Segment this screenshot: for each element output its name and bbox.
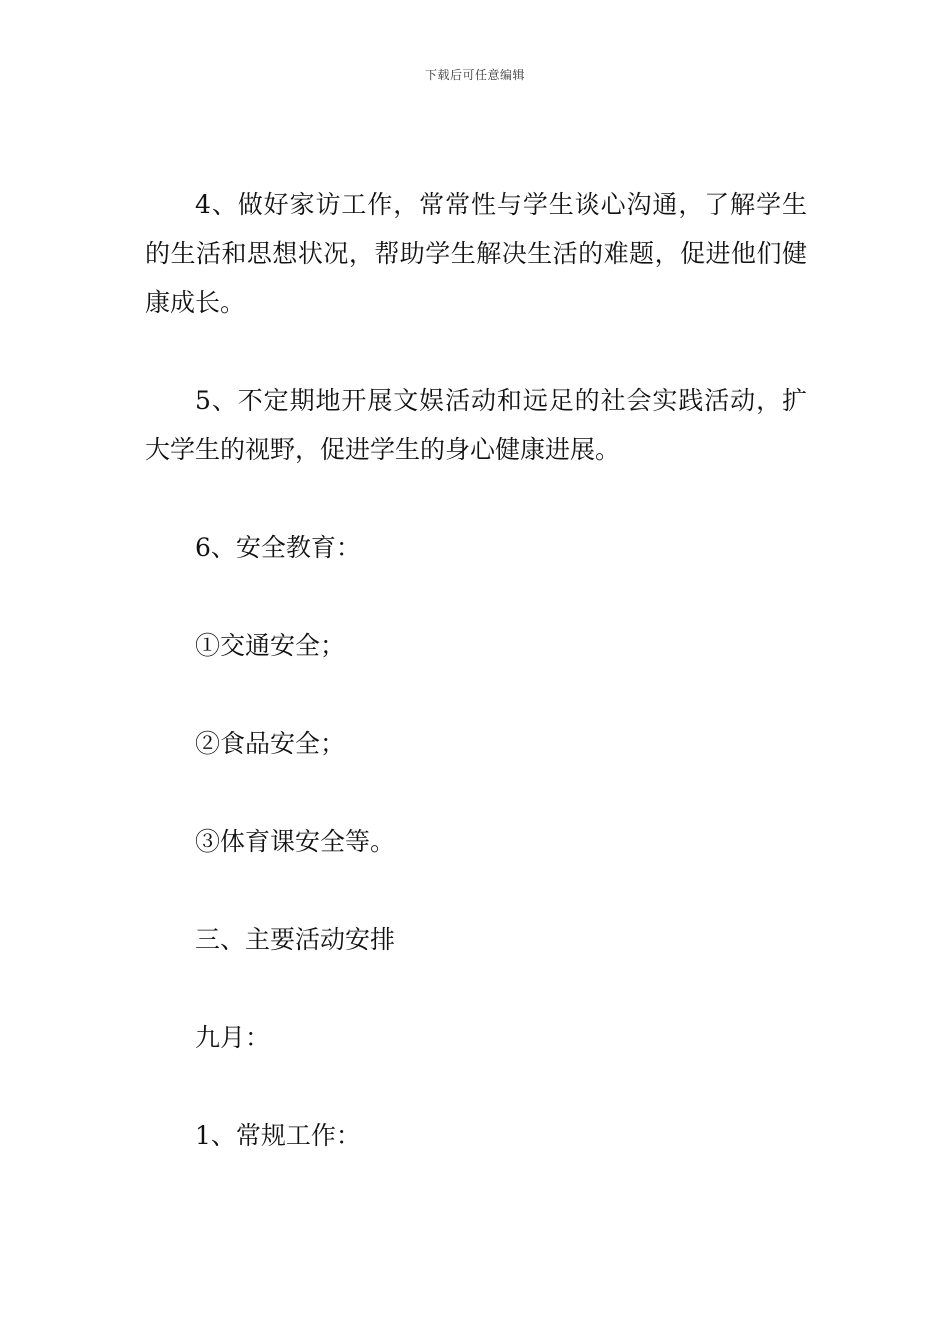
list-item-food-safety: ②食品安全；: [195, 729, 346, 758]
section-heading-main-activities: 三、主要活动安排: [195, 925, 396, 954]
paragraph-routine-work: 1、常规工作：: [195, 1121, 361, 1150]
paragraph-safety-education: 6、安全教育：: [195, 533, 361, 562]
document-body: [145, 180, 807, 1209]
paragraph-activities: 5、不定期地开展文娱活动和远足的社会实践活动，扩大学生的视野，促进学生的身心健康进展。: [145, 386, 807, 464]
paragraph-home-visits: 4、做好家访工作，常常性与学生谈心沟通，了解学生的生活和思想状况，帮助学生解决生活的难题，促进他们健康成长。: [145, 190, 807, 317]
month-heading-september: 九月：: [195, 1023, 271, 1052]
header-note: 下载后可任意编辑: [424, 68, 525, 82]
list-item-pe-safety: ③体育课安全等。: [195, 827, 396, 856]
list-item-traffic-safety: ①交通安全；: [195, 631, 346, 660]
